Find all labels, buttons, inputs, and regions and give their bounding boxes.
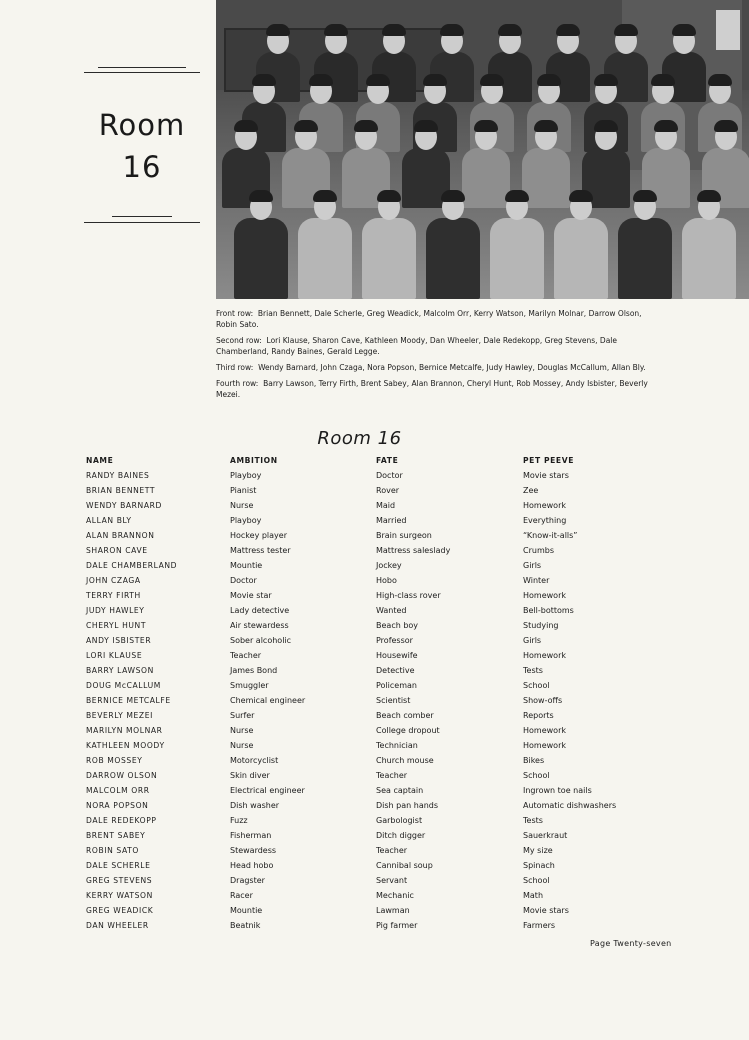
header-ambition: AMBITION	[230, 456, 278, 465]
cell-name: JOHN CZAGA	[86, 576, 141, 585]
cell-pet-peeve: Homework	[523, 726, 566, 735]
cell-ambition: Surfer	[230, 711, 255, 720]
cell-fate: Lawman	[376, 906, 410, 915]
photo-caption	[216, 308, 662, 405]
cell-pet-peeve: Reports	[523, 711, 554, 720]
cell-ambition: Nurse	[230, 726, 254, 735]
cell-pet-peeve: Crumbs	[523, 546, 554, 555]
cell-fate: Technician	[376, 741, 418, 750]
cell-fate: Church mouse	[376, 756, 434, 765]
cell-pet-peeve: Automatic dishwashers	[523, 801, 617, 810]
cell-pet-peeve: Tests	[523, 666, 543, 675]
cell-pet-peeve: Bell-bottoms	[523, 606, 574, 615]
cell-name: BEVERLY MEZEI	[86, 711, 153, 720]
room-heading-text	[84, 104, 200, 188]
cell-pet-peeve: Winter	[523, 576, 550, 585]
cell-fate: Sea captain	[376, 786, 424, 795]
cell-ambition: Playboy	[230, 516, 262, 525]
cell-ambition: Smuggler	[230, 681, 269, 690]
cell-ambition: Air stewardess	[230, 621, 289, 630]
cell-fate: Beach boy	[376, 621, 419, 630]
cell-pet-peeve: Farmers	[523, 921, 556, 930]
cell-pet-peeve: Bikes	[523, 756, 545, 765]
cell-fate: Rover	[376, 486, 400, 495]
cell-pet-peeve: Movie stars	[523, 906, 569, 915]
cell-ambition: Chemical engineer	[230, 696, 306, 705]
cell-pet-peeve: Homework	[523, 501, 566, 510]
cell-pet-peeve: Girls	[523, 636, 542, 645]
student-silhouette	[234, 188, 288, 299]
cell-fate: Brain surgeon	[376, 531, 432, 540]
cell-ambition: Skin diver	[230, 771, 270, 780]
cell-pet-peeve: School	[523, 876, 550, 885]
cell-name: WENDY BARNARD	[86, 501, 162, 510]
cell-name: JUDY HAWLEY	[86, 606, 145, 615]
cell-name: GREG STEVENS	[86, 876, 153, 885]
cell-pet-peeve: School	[523, 771, 550, 780]
cell-name: ALAN BRANNON	[86, 531, 155, 540]
cell-pet-peeve: Homework	[523, 651, 566, 660]
room-number: 16	[122, 150, 162, 184]
cell-fate: Servant	[376, 876, 408, 885]
header-name: NAME	[86, 456, 114, 465]
cell-pet-peeve: My size	[523, 846, 553, 855]
cell-name: ROBIN SATO	[86, 846, 139, 855]
cell-pet-peeve: Sauerkraut	[523, 831, 568, 840]
cell-ambition: Doctor	[230, 576, 257, 585]
cell-pet-peeve: Studying	[523, 621, 559, 630]
caption-row-front: Front row: Brian Bennett, Dale Scherle, Greg Weadick, Malcolm Orr, Kerry Watson, Marilyn Molnar, Darrow Olson, Robin Sato.	[216, 309, 642, 329]
cell-ambition: Fisherman	[230, 831, 272, 840]
cell-fate: Detective	[376, 666, 415, 675]
cell-ambition: Lady detective	[230, 606, 290, 615]
cell-fate: Beach comber	[376, 711, 434, 720]
cell-name: KATHLEEN MOODY	[86, 741, 165, 750]
cell-fate: Pig farmer	[376, 921, 418, 930]
cell-pet-peeve: Everything	[523, 516, 567, 525]
cell-fate: Maid	[376, 501, 396, 510]
cell-pet-peeve: Ingrown toe nails	[523, 786, 592, 795]
cell-ambition: Nurse	[230, 501, 254, 510]
cell-fate: Scientist	[376, 696, 411, 705]
student-silhouette	[682, 188, 736, 299]
room-word: Room	[98, 108, 186, 142]
cell-pet-peeve: Movie stars	[523, 471, 569, 480]
cell-name: MALCOLM ORR	[86, 786, 150, 795]
cell-name: DALE SCHERLE	[86, 861, 151, 870]
cell-pet-peeve: Tests	[523, 816, 543, 825]
room-heading	[84, 64, 200, 226]
cell-ambition: Dish washer	[230, 801, 280, 810]
cell-name: GREG WEADICK	[86, 906, 154, 915]
cell-name: DARROW OLSON	[86, 771, 158, 780]
cell-pet-peeve: “Know-it-alls”	[523, 531, 578, 540]
cell-pet-peeve: Girls	[523, 561, 542, 570]
cell-fate: Housewife	[376, 651, 418, 660]
cell-ambition: Movie star	[230, 591, 272, 600]
top-rule	[84, 64, 200, 74]
class-photo	[216, 0, 749, 299]
student-silhouette	[618, 188, 672, 299]
cell-ambition: Mountie	[230, 561, 263, 570]
page-number: Page Twenty-seven	[590, 939, 672, 948]
student-silhouette	[554, 188, 608, 299]
cell-pet-peeve: Spinach	[523, 861, 555, 870]
student-silhouette	[426, 188, 480, 299]
cell-fate: Cannibal soup	[376, 861, 433, 870]
student-silhouette	[490, 188, 544, 299]
cell-ambition: Pianist	[230, 486, 257, 495]
caption-row-fourth: Fourth row: Barry Lawson, Terry Firth, Brent Sabey, Alan Brannon, Cheryl Hunt, Rob Mossey, Andy Isbister, Beverly Mezei.	[216, 379, 648, 399]
cell-fate: Doctor	[376, 471, 403, 480]
caption-row-second: Second row: Lori Klause, Sharon Cave, Kathleen Moody, Dan Wheeler, Dale Redekopp, Greg Stevens, Dale Chamberland, Randy Baines, Gerald Legge.	[216, 336, 617, 356]
cell-fate: Ditch digger	[376, 831, 426, 840]
cell-ambition: Playboy	[230, 471, 262, 480]
cell-name: BRENT SABEY	[86, 831, 146, 840]
cell-ambition: Beatnik	[230, 921, 261, 930]
cell-name: KERRY WATSON	[86, 891, 153, 900]
cell-fate: Jockey	[376, 561, 402, 570]
cell-fate: Teacher	[376, 846, 408, 855]
cell-fate: Policeman	[376, 681, 417, 690]
cell-name: ANDY ISBISTER	[86, 636, 152, 645]
cell-fate: Mechanic	[376, 891, 414, 900]
cell-name: NORA POPSON	[86, 801, 149, 810]
cell-pet-peeve: Show-offs	[523, 696, 563, 705]
cell-ambition: Nurse	[230, 741, 254, 750]
cell-fate: Mattress saleslady	[376, 546, 451, 555]
caption-row-third: Third row: Wendy Barnard, John Czaga, Nora Popson, Bernice Metcalfe, Judy Hawley, Douglas McCallum, Allan Bly.	[216, 363, 646, 372]
cell-pet-peeve: Homework	[523, 591, 566, 600]
cell-pet-peeve: Zee	[523, 486, 539, 495]
cell-name: DALE CHAMBERLAND	[86, 561, 178, 570]
cell-fate: College dropout	[376, 726, 440, 735]
cell-fate: Garbologist	[376, 816, 423, 825]
cell-name: TERRY FIRTH	[86, 591, 141, 600]
cell-pet-peeve: School	[523, 681, 550, 690]
cell-name: ROB MOSSEY	[86, 756, 143, 765]
header-pet-peeve: PET PEEVE	[523, 456, 574, 465]
cell-fate: High-class rover	[376, 591, 441, 600]
cell-name: DAN WHEELER	[86, 921, 149, 930]
cell-ambition: Head hobo	[230, 861, 274, 870]
cell-ambition: Fuzz	[230, 816, 248, 825]
header-fate: FATE	[376, 456, 399, 465]
bottom-rule	[84, 216, 200, 226]
cell-fate: Dish pan hands	[376, 801, 439, 810]
cell-ambition: Motorcyclist	[230, 756, 279, 765]
section-title: Room 16	[317, 428, 402, 449]
cell-name: RANDY BAINES	[86, 471, 150, 480]
cell-ambition: Teacher	[230, 651, 262, 660]
cell-fate: Hobo	[376, 576, 397, 585]
cell-ambition: Dragster	[230, 876, 265, 885]
cell-fate: Married	[376, 516, 407, 525]
cell-ambition: Racer	[230, 891, 253, 900]
cell-ambition: Mountie	[230, 906, 263, 915]
cell-name: BERNICE METCALFE	[86, 696, 171, 705]
cell-fate: Wanted	[376, 606, 407, 615]
cell-name: CHERYL HUNT	[86, 621, 147, 630]
cell-ambition: Stewardess	[230, 846, 277, 855]
student-silhouette	[298, 188, 352, 299]
cell-name: ALLAN BLY	[86, 516, 132, 525]
cell-name: DALE REDEKOPP	[86, 816, 157, 825]
student-silhouette	[362, 188, 416, 299]
cell-ambition: Mattress tester	[230, 546, 291, 555]
cell-fate: Professor	[376, 636, 413, 645]
cell-name: BRIAN BENNETT	[86, 486, 156, 495]
cell-ambition: Sober alcoholic	[230, 636, 292, 645]
cell-fate: Teacher	[376, 771, 408, 780]
cell-name: MARILYN MOLNAR	[86, 726, 163, 735]
cell-name: LORI KLAUSE	[86, 651, 143, 660]
cell-name: SHARON CAVE	[86, 546, 148, 555]
cell-name: DOUG McCALLUM	[86, 681, 161, 690]
cell-ambition: Hockey player	[230, 531, 288, 540]
cell-pet-peeve: Homework	[523, 741, 566, 750]
cell-ambition: Electrical engineer	[230, 786, 305, 795]
cell-ambition: James Bond	[230, 666, 278, 675]
cell-name: BARRY LAWSON	[86, 666, 154, 675]
cell-pet-peeve: Math	[523, 891, 544, 900]
